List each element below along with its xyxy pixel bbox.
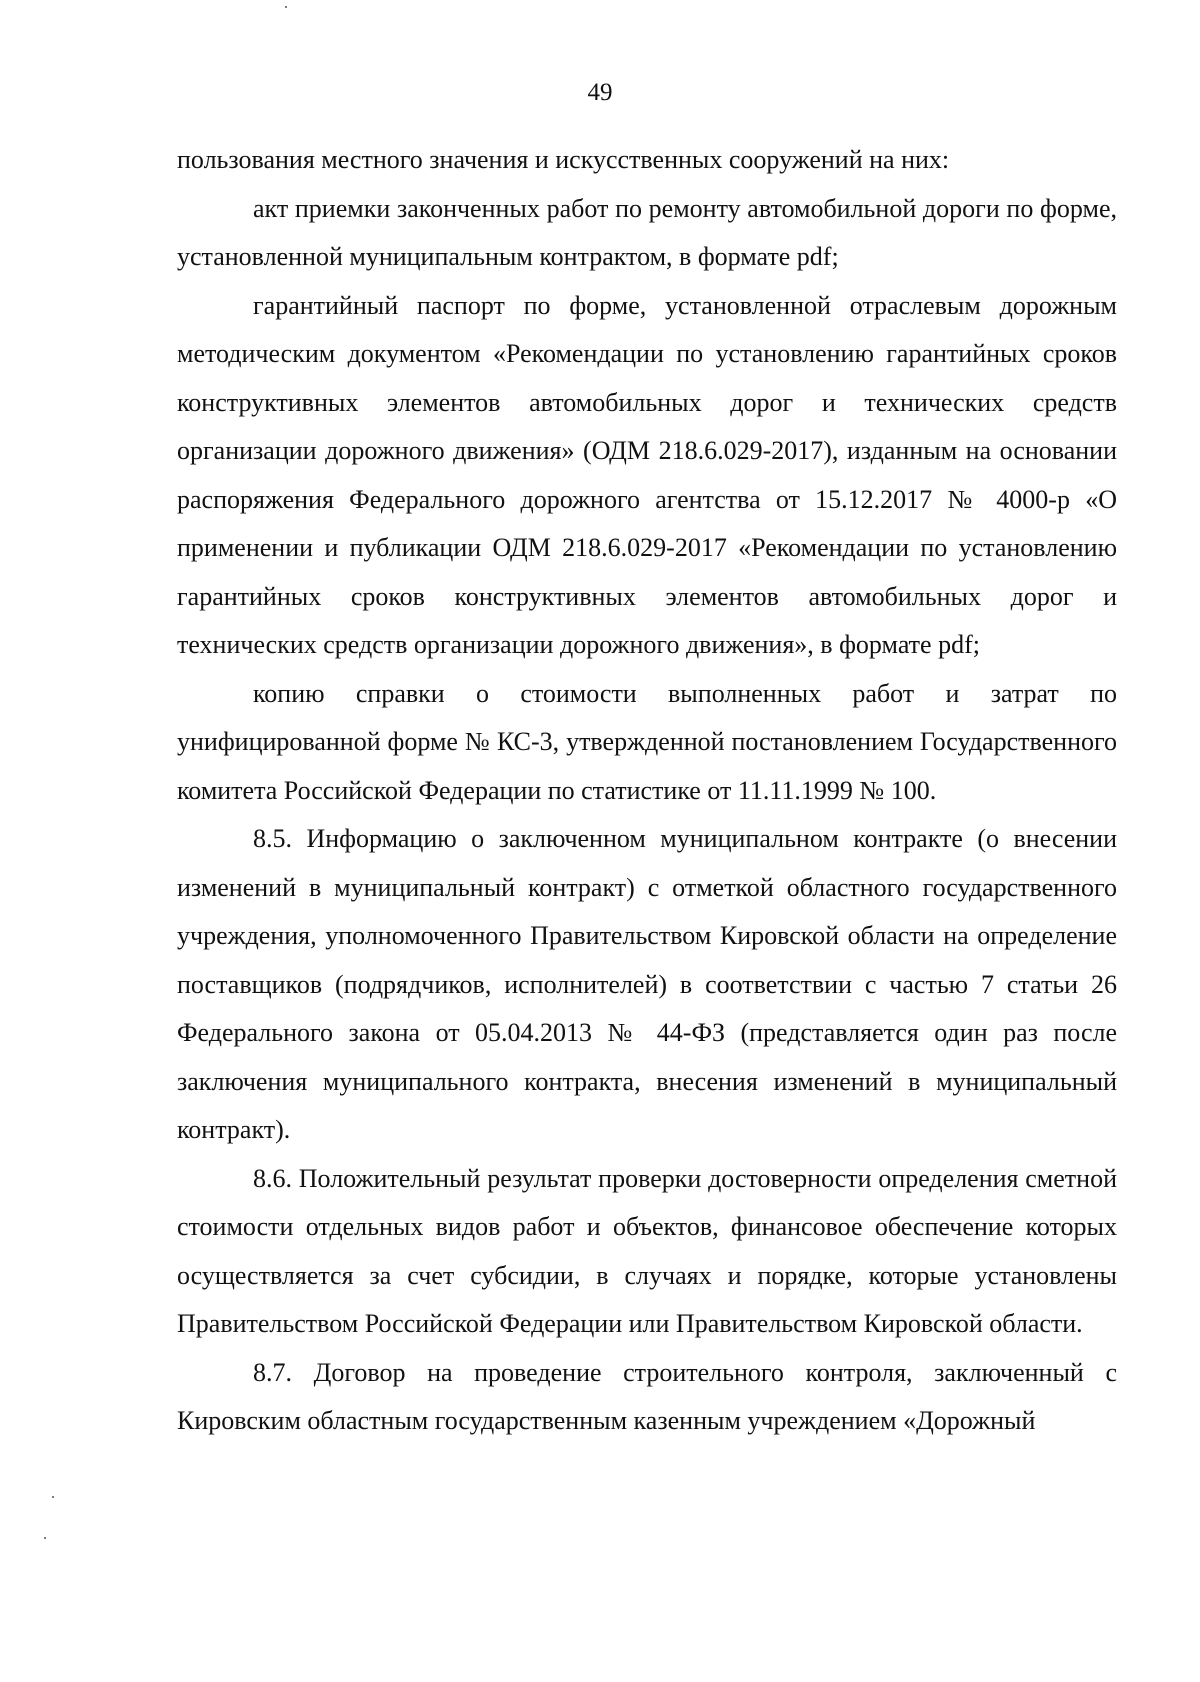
document-body (177, 136, 1117, 1446)
scan-speck (52, 1496, 54, 1498)
paragraph-ks3-certificate: копию справки о стоимости выполненных работ и затрат по унифицированной форме № КС-3, утвержденной постановлением Государственного комитета Российской Федерации по статистике от 11.11.1999 № 100. (177, 678, 1117, 805)
scan-speck (285, 6, 287, 8)
paragraph-continuation: пользования местного значения и искусственных сооружений на них: (177, 145, 950, 174)
page-number: 49 (587, 79, 613, 106)
paragraph-8-5: 8.5. Информацию о заключенном муниципальном контракте (о внесении изменений в муниципальный контракт) с отметкой областного государственного учреждения, уполномоченного Правительством Кировской области на определение поставщиков (подрядчиков, исполнителей) в соответствии с частью 7 статьи 26 Федерального закона от 05.04.2013 № 44-ФЗ (представляется один раз после заключения муниципального контракта, внесения изменений в муниципальный контракт). (177, 824, 1117, 1144)
paragraph-8-6: 8.6. Положительный результат проверки достоверности определения сметной стоимости отдельных видов работ и объектов, финансовое обеспечение которых осуществляется за счет субсидии, в случаях и порядке, которые установлены Правительством Российской Федерации или Правительством Кировской области. (177, 1163, 1117, 1338)
scan-speck (44, 1537, 46, 1539)
paragraph-8-7: 8.7. Договор на проведение строительного контроля, заключенный с Кировским областным государственным казенным учреждением «Дорожный (177, 1357, 1117, 1435)
paragraph-warranty-passport: гарантийный паспорт по форме, установленной отраслевым дорожным методическим документом «Рекомендации по установлению гарантийных сроков конструктивных элементов автомобильных дорог и технических средств организации дорожного движения» (ОДМ 218.6.029-2017), изданным на основании распоряжения Федерального дорожного агентства от 15.12.2017 № 4000-р «О применении и публикации ОДМ 218.6.029-2017 «Рекомендации по установлению гарантийных сроков конструктивных элементов автомобильных дорог и технических средств организации дорожного движения», в формате pdf; (177, 290, 1117, 659)
paragraph-acceptance-act: акт приемки законченных работ по ремонту автомобильной дороги по форме, установленной муниципальным контрактом, в формате pdf; (177, 193, 1117, 271)
